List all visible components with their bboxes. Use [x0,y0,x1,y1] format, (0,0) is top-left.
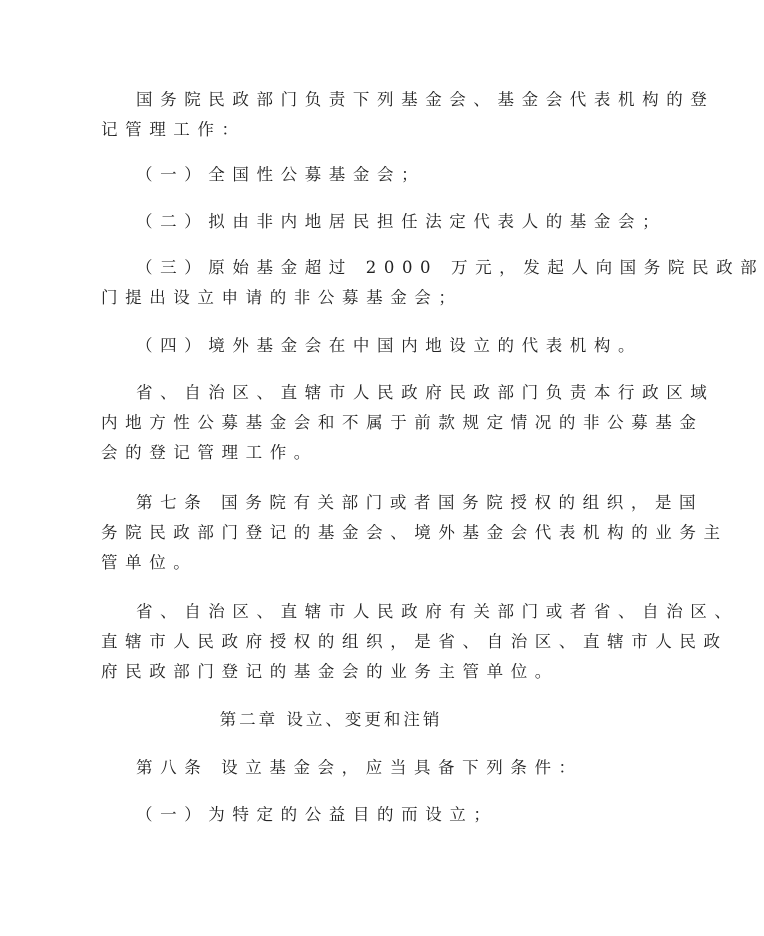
paragraph-line: 府民政部门登记的基金会的业务主管单位。 [101,662,559,681]
paragraph-line: 省、自治区、直辖市人民政府有关部门或者省、自治区、 [136,602,739,621]
paragraph-line: 国务院民政部门负责下列基金会、基金会代表机构的登 [136,90,715,109]
paragraph-line: 第八条 设立基金会，应当具备下列条件： [136,758,583,777]
paragraph-line: 会的登记管理工作。 [101,443,318,462]
paragraph-line: 务院民政部门登记的基金会、境外基金会代表机构的业务主 [101,523,728,542]
paragraph-line: 内地方性公募基金会和不属于前款规定情况的非公募基金 [101,413,704,432]
paragraph-line: 记管理工作： [101,120,246,139]
list-item: 门提出设立申请的非公募基金会； [101,288,463,307]
paragraph-line: 直辖市人民政府授权的组织，是省、自治区、直辖市人民政 [101,632,728,651]
paragraph-line: 省、自治区、直辖市人民政府民政部门负责本行政区域 [136,383,715,402]
chapter-heading: 第二章 设立、变更和注销 [219,710,443,729]
list-item: （二）拟由非内地居民担任法定代表人的基金会； [136,212,667,231]
paragraph-line: 第七条 国务院有关部门或者国务院授权的组织，是国 [136,493,704,512]
list-item: （三）原始基金超过 2000 万元，发起人向国务院民政部 [136,258,764,277]
list-item: （一）为特定的公益目的而设立； [136,805,498,824]
list-item: （一）全国性公募基金会； [136,165,426,184]
paragraph-line: 管单位。 [101,553,198,572]
list-item: （四）境外基金会在中国内地设立的代表机构。 [136,336,643,355]
